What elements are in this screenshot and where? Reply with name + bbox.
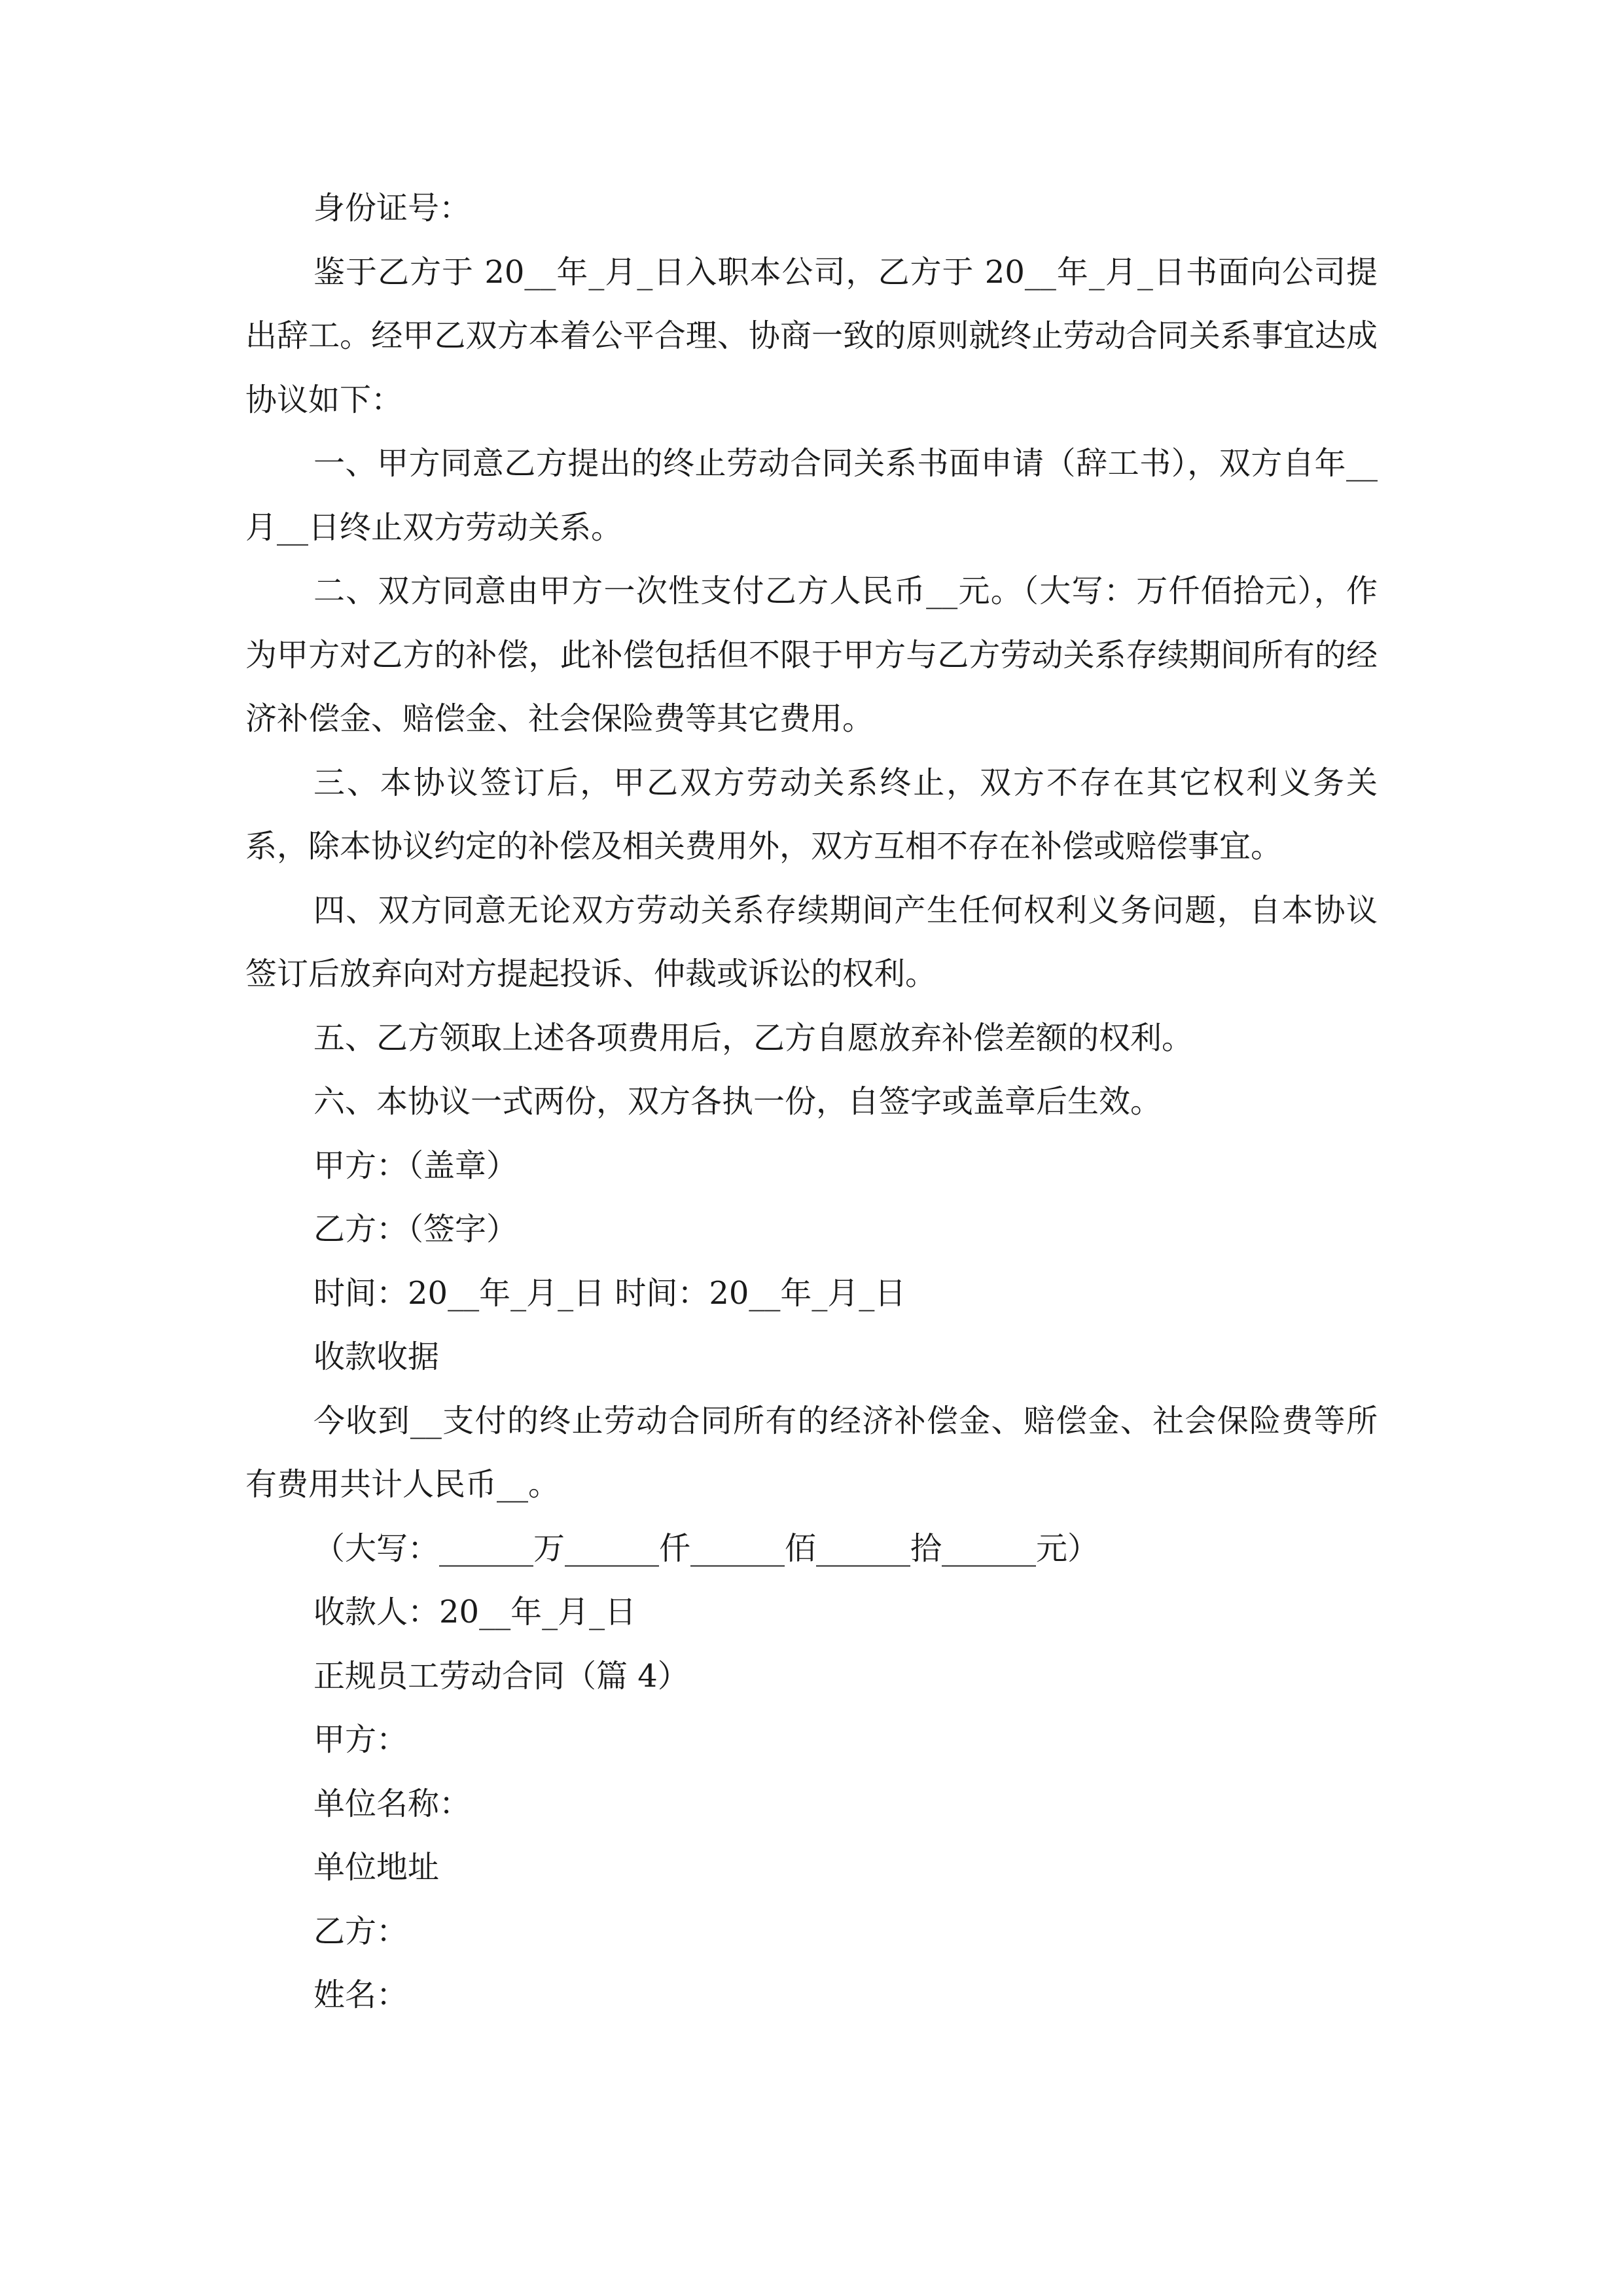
document-body bbox=[245, 177, 1378, 2028]
party-a-seal-line: 甲方：（盖章） bbox=[313, 1147, 518, 1184]
party-b-label: 乙方： bbox=[313, 1912, 408, 1950]
receipt-amount-capital: （大写：______万______仟______佰______拾______元） bbox=[313, 1530, 1099, 1567]
clause-3: 三、本协议签订后，甲乙双方劳动关系终止，双方不存在其它权利义务关系，除本协议约定的补偿及相关费用外，双方互相不存在补偿或赔偿事宜。 bbox=[245, 764, 1378, 865]
receiver-line: 收款人：20__年_月_日 bbox=[313, 1594, 637, 1630]
party-b-signature-line: 乙方：（签字） bbox=[313, 1211, 518, 1247]
receipt-title: 收款收据 bbox=[313, 1338, 440, 1375]
company-name-field: 单位名称： bbox=[313, 1785, 471, 1822]
preamble-paragraph: 鉴于乙方于 20__年_月_日入职本公司，乙方于 20__年_月_日书面向公司提出辞工。经甲乙双方本着公平合理、协商一致的原则就终止劳动合同关系事宜达成协议如下： bbox=[245, 253, 1378, 418]
clause-2: 二、双方同意由甲方一次性支付乙方人民币__元。（大写：万仟佰拾元），作为甲方对乙方的补偿，此补偿包括但不限于甲方与乙方劳动关系存续期间所有的经济补偿金、赔偿金、社会保险费等其它费用。 bbox=[245, 573, 1378, 737]
clause-6: 六、本协议一式两份，双方各执一份，自签字或盖章后生效。 bbox=[313, 1083, 1162, 1120]
contract-heading: 正规员工劳动合同（篇 4） bbox=[313, 1657, 689, 1695]
clause-1: 一、甲方同意乙方提出的终止劳动合同关系书面申请（辞工书），双方自年__月__日终止双方劳动关系。 bbox=[245, 445, 1378, 546]
name-field: 姓名： bbox=[313, 1977, 408, 2013]
receipt-body: 今收到__支付的终止劳动合同所有的经济补偿金、赔偿金、社会保险费等所有费用共计人民币__。 bbox=[245, 1402, 1378, 1503]
clause-5: 五、乙方领取上述各项费用后，乙方自愿放弃补偿差额的权利。 bbox=[313, 1019, 1194, 1056]
date-line: 时间：20__年_月_日 时间：20__年_月_日 bbox=[313, 1274, 906, 1312]
party-a-label: 甲方： bbox=[313, 1721, 408, 1758]
clause-4: 四、双方同意无论双方劳动关系存续期间产生任何权利义务问题，自本协议签订后放弃向对方提起投诉、仲裁或诉讼的权利。 bbox=[245, 891, 1378, 992]
id-number-line: 身份证号： bbox=[313, 190, 471, 226]
company-address-field: 单位地址 bbox=[313, 1849, 440, 1886]
